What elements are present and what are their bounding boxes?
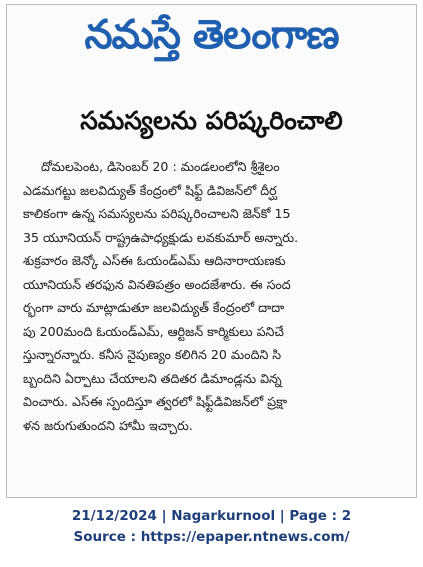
article-line: ఎడమగట్టు జలవిద్యుత్ కేంద్రంలో షిఫ్ట్ డివిజన్‌లో దీర్ఘ <box>23 182 277 198</box>
article-line: బ్బందిని ఏర్పాటు చేయాలని తదితర డిమాండ్లను విన్న <box>23 370 282 386</box>
article-line: కాలికంగా ఉన్న సమస్యలను పరిష్కరించాలని జెన్‌కో 15 <box>23 206 291 221</box>
article-body <box>23 155 408 437</box>
newspaper-masthead: నమస్తే తెలంగాణ <box>84 12 339 58</box>
article-line: దోమలపెంట, డిసెంబర్ 20 : మండలంలోని శ్రీశైలం <box>41 159 280 174</box>
article-line: ళన జరుగుతుందని హామీ ఇచ్చారు. <box>23 417 193 433</box>
article-line: పు 200మంది ఓయండ్ఎమ్, ఆర్టిజన్ కార్మికులు పనిచే <box>23 323 284 339</box>
publication-date-line: 21/12/2024 | Nagarkurnool | Page : 2 <box>71 508 352 524</box>
article-line: ర్భంగా వారు మాట్లాడుతూ జలవిద్యుత్ కేంద్రంలో దాదా <box>23 300 285 315</box>
article-line: స్తున్నారన్నారు. కనీస నైపుణ్యం కలిగిన 20 మందిని సి <box>23 347 282 362</box>
article-line: యూనియన్ తరఫున వినతిపత్రం అందజేశారు. ఈ సంద <box>23 276 291 292</box>
article-line: వించారు. ఎస్ఈ స్పందిస్తూ త్వరలో షిఫ్ట్‌డివిజన్‌లో ప్రక్షా <box>23 394 288 409</box>
article-line: శుక్రవారం జెన్కో ఎస్ఈ ఓయండ్ఎమ్ ఆదినారాయణకు <box>23 253 286 268</box>
article-line: 35 యూనియన్ రాష్ట్రఉపాధ్యక్షుడు లవకుమార్ అన్నారు. <box>23 229 299 245</box>
source-url-line: Source : https://epaper.ntnews.com/ <box>73 529 350 545</box>
news-clipping <box>6 4 417 498</box>
article-headline: సమస్యలను పరిష్కరించాలి <box>80 106 343 135</box>
